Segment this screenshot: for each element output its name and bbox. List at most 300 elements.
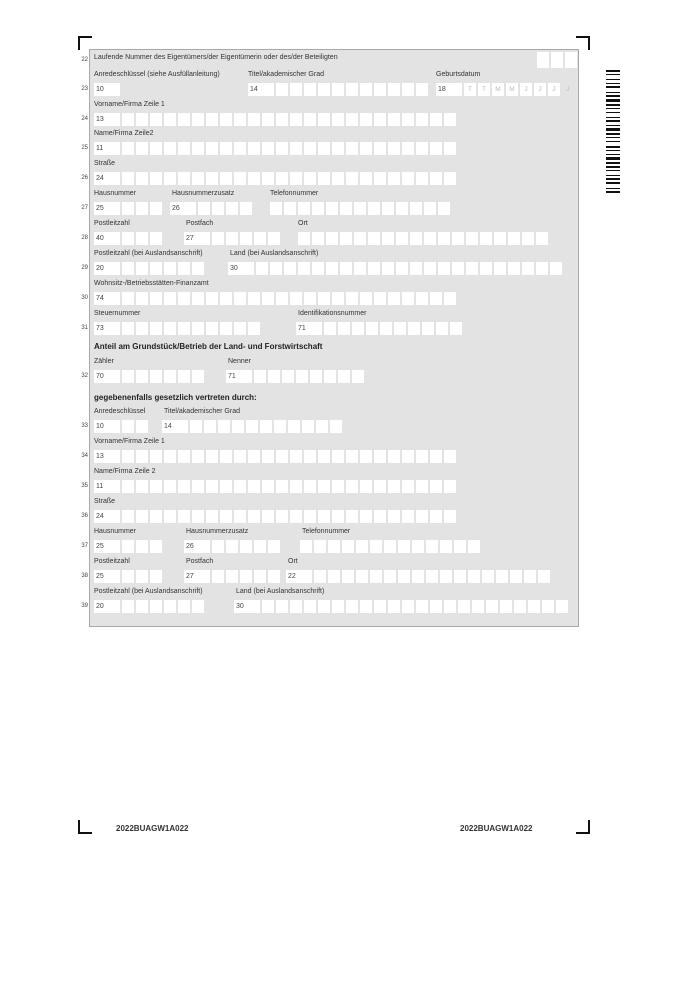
input-cell[interactable] xyxy=(466,232,478,245)
input-cell[interactable] xyxy=(402,480,414,493)
input-cell[interactable] xyxy=(276,83,288,96)
input-cell[interactable] xyxy=(296,370,308,383)
input-cell[interactable] xyxy=(178,322,190,335)
input-cell[interactable] xyxy=(398,570,410,583)
input-cell[interactable] xyxy=(396,202,408,215)
input-cell[interactable] xyxy=(212,540,224,553)
input-cell[interactable] xyxy=(304,480,316,493)
input-cell[interactable] xyxy=(136,540,148,553)
input-cell[interactable] xyxy=(346,450,358,463)
input-cell[interactable] xyxy=(346,113,358,126)
input-cell[interactable] xyxy=(410,232,422,245)
input-cell[interactable] xyxy=(150,370,162,383)
input-cell[interactable] xyxy=(304,510,316,523)
input-cell[interactable] xyxy=(270,202,282,215)
input-cell[interactable] xyxy=(290,142,302,155)
input-cell[interactable] xyxy=(178,510,190,523)
input-cell[interactable] xyxy=(410,202,422,215)
input-cell[interactable] xyxy=(192,172,204,185)
input-cell[interactable] xyxy=(332,510,344,523)
input-cell[interactable] xyxy=(178,480,190,493)
input-cell[interactable] xyxy=(192,480,204,493)
input-cell[interactable] xyxy=(366,322,378,335)
input-cell[interactable] xyxy=(248,480,260,493)
input-cell[interactable] xyxy=(332,113,344,126)
input-cell[interactable] xyxy=(298,202,310,215)
input-cell[interactable] xyxy=(240,570,252,583)
input-cell[interactable] xyxy=(374,113,386,126)
input-cell[interactable] xyxy=(262,510,274,523)
input-cell[interactable] xyxy=(164,600,176,613)
input-cell[interactable] xyxy=(430,292,442,305)
input-cell[interactable] xyxy=(324,370,336,383)
input-cell[interactable] xyxy=(416,600,428,613)
input-cell[interactable] xyxy=(274,420,286,433)
input-cell[interactable] xyxy=(254,540,266,553)
input-cell[interactable] xyxy=(536,232,548,245)
input-cell[interactable] xyxy=(416,83,428,96)
input-cell[interactable] xyxy=(370,540,382,553)
input-cell[interactable] xyxy=(136,322,148,335)
input-cell[interactable] xyxy=(232,420,244,433)
input-cell[interactable] xyxy=(122,370,134,383)
input-cell[interactable] xyxy=(522,262,534,275)
input-cell[interactable] xyxy=(276,480,288,493)
input-cell[interactable] xyxy=(268,370,280,383)
input-cell[interactable] xyxy=(496,570,508,583)
input-cell[interactable] xyxy=(178,113,190,126)
input-cell[interactable] xyxy=(150,262,162,275)
input-cell[interactable] xyxy=(346,142,358,155)
input-cell[interactable] xyxy=(192,450,204,463)
input-cell[interactable] xyxy=(178,292,190,305)
input-cell[interactable] xyxy=(304,142,316,155)
input-cell[interactable] xyxy=(430,600,442,613)
input-cell[interactable] xyxy=(178,262,190,275)
input-cell[interactable] xyxy=(248,510,260,523)
input-cell[interactable] xyxy=(164,510,176,523)
input-cell[interactable] xyxy=(328,540,340,553)
input-cell[interactable] xyxy=(332,450,344,463)
input-cell[interactable] xyxy=(150,510,162,523)
input-cell[interactable] xyxy=(360,292,372,305)
input-cell[interactable] xyxy=(192,113,204,126)
input-cell[interactable] xyxy=(248,450,260,463)
input-cell[interactable] xyxy=(268,570,280,583)
input-cell[interactable] xyxy=(402,113,414,126)
input-cell[interactable] xyxy=(468,540,480,553)
input-cell[interactable] xyxy=(136,420,148,433)
input-cell[interactable] xyxy=(290,172,302,185)
input-cell[interactable] xyxy=(218,420,230,433)
input-cell[interactable] xyxy=(276,510,288,523)
input-cell[interactable] xyxy=(388,172,400,185)
input-cell[interactable] xyxy=(282,370,294,383)
input-cell[interactable] xyxy=(318,292,330,305)
input-cell[interactable] xyxy=(198,202,210,215)
input-cell[interactable] xyxy=(248,292,260,305)
input-cell[interactable] xyxy=(284,262,296,275)
input-cell[interactable] xyxy=(374,142,386,155)
input-cell[interactable] xyxy=(454,540,466,553)
input-cell[interactable] xyxy=(234,172,246,185)
input-cell[interactable] xyxy=(388,113,400,126)
input-cell[interactable] xyxy=(430,510,442,523)
input-cell[interactable] xyxy=(396,232,408,245)
input-cell[interactable] xyxy=(314,570,326,583)
input-cell[interactable] xyxy=(206,142,218,155)
input-cell[interactable] xyxy=(136,370,148,383)
input-cell[interactable] xyxy=(220,510,232,523)
input-cell[interactable] xyxy=(444,292,456,305)
sequence-number-box[interactable] xyxy=(537,52,549,68)
input-cell[interactable] xyxy=(326,262,338,275)
input-cell[interactable] xyxy=(164,172,176,185)
input-cell[interactable] xyxy=(360,113,372,126)
input-cell[interactable] xyxy=(178,370,190,383)
input-cell[interactable] xyxy=(262,450,274,463)
input-cell[interactable] xyxy=(290,113,302,126)
input-cell[interactable] xyxy=(178,172,190,185)
input-cell[interactable] xyxy=(248,172,260,185)
input-cell[interactable] xyxy=(178,450,190,463)
input-cell[interactable] xyxy=(402,600,414,613)
input-cell[interactable] xyxy=(150,142,162,155)
input-cell[interactable] xyxy=(410,262,422,275)
input-cell[interactable] xyxy=(360,450,372,463)
input-cell[interactable] xyxy=(318,510,330,523)
input-cell[interactable] xyxy=(356,540,368,553)
input-cell[interactable] xyxy=(388,510,400,523)
input-cell[interactable] xyxy=(416,450,428,463)
input-cell[interactable] xyxy=(458,600,470,613)
input-cell[interactable] xyxy=(426,570,438,583)
input-cell[interactable] xyxy=(150,600,162,613)
input-cell[interactable] xyxy=(122,172,134,185)
input-cell[interactable] xyxy=(226,570,238,583)
input-cell[interactable] xyxy=(192,322,204,335)
input-cell[interactable] xyxy=(262,600,274,613)
input-cell[interactable] xyxy=(424,202,436,215)
input-cell[interactable] xyxy=(276,450,288,463)
input-cell[interactable] xyxy=(122,322,134,335)
input-cell[interactable] xyxy=(340,262,352,275)
input-cell[interactable] xyxy=(220,172,232,185)
input-cell[interactable] xyxy=(556,600,568,613)
input-cell[interactable] xyxy=(150,232,162,245)
input-cell[interactable] xyxy=(262,172,274,185)
input-cell[interactable] xyxy=(450,322,462,335)
input-cell[interactable] xyxy=(352,370,364,383)
input-cell[interactable] xyxy=(304,172,316,185)
input-cell[interactable] xyxy=(360,83,372,96)
input-cell[interactable] xyxy=(122,600,134,613)
input-cell[interactable] xyxy=(136,600,148,613)
input-cell[interactable] xyxy=(318,83,330,96)
input-cell[interactable] xyxy=(234,113,246,126)
input-cell[interactable] xyxy=(368,202,380,215)
input-cell[interactable] xyxy=(468,570,480,583)
input-cell[interactable] xyxy=(500,600,512,613)
input-cell[interactable] xyxy=(310,370,322,383)
input-cell[interactable] xyxy=(122,292,134,305)
input-cell[interactable] xyxy=(412,570,424,583)
input-cell[interactable] xyxy=(248,142,260,155)
input-cell[interactable] xyxy=(136,202,148,215)
input-cell[interactable] xyxy=(346,292,358,305)
input-cell[interactable] xyxy=(206,322,218,335)
input-cell[interactable] xyxy=(374,510,386,523)
input-cell[interactable] xyxy=(304,113,316,126)
input-cell[interactable] xyxy=(298,232,310,245)
input-cell[interactable] xyxy=(122,480,134,493)
input-cell[interactable] xyxy=(122,262,134,275)
input-cell[interactable] xyxy=(234,510,246,523)
input-cell[interactable] xyxy=(254,232,266,245)
input-cell[interactable] xyxy=(326,232,338,245)
input-cell[interactable] xyxy=(480,262,492,275)
input-cell[interactable] xyxy=(260,420,272,433)
input-cell[interactable] xyxy=(444,510,456,523)
input-cell[interactable] xyxy=(430,113,442,126)
input-cell[interactable] xyxy=(346,172,358,185)
input-cell[interactable] xyxy=(514,600,526,613)
input-cell[interactable] xyxy=(440,540,452,553)
input-cell[interactable] xyxy=(374,172,386,185)
input-cell[interactable] xyxy=(302,420,314,433)
input-cell[interactable] xyxy=(436,322,448,335)
input-cell[interactable] xyxy=(234,142,246,155)
input-cell[interactable] xyxy=(136,570,148,583)
input-cell[interactable] xyxy=(416,172,428,185)
input-cell[interactable] xyxy=(206,510,218,523)
input-cell[interactable] xyxy=(382,232,394,245)
input-cell[interactable] xyxy=(276,600,288,613)
input-cell[interactable] xyxy=(452,262,464,275)
input-cell[interactable] xyxy=(192,262,204,275)
input-cell[interactable] xyxy=(402,450,414,463)
input-cell[interactable] xyxy=(528,600,540,613)
input-cell[interactable] xyxy=(356,570,368,583)
input-cell[interactable] xyxy=(178,600,190,613)
input-cell[interactable] xyxy=(304,600,316,613)
input-cell[interactable] xyxy=(122,232,134,245)
input-cell[interactable] xyxy=(416,480,428,493)
input-cell[interactable] xyxy=(402,142,414,155)
input-cell[interactable] xyxy=(290,510,302,523)
input-cell[interactable] xyxy=(508,262,520,275)
input-cell[interactable] xyxy=(256,262,268,275)
input-cell[interactable] xyxy=(388,600,400,613)
input-cell[interactable] xyxy=(290,480,302,493)
input-cell[interactable] xyxy=(332,480,344,493)
input-cell[interactable] xyxy=(122,202,134,215)
input-cell[interactable] xyxy=(220,142,232,155)
input-cell[interactable] xyxy=(388,83,400,96)
input-cell[interactable] xyxy=(354,232,366,245)
input-cell[interactable] xyxy=(318,142,330,155)
input-cell[interactable] xyxy=(382,262,394,275)
input-cell[interactable] xyxy=(328,570,340,583)
input-cell[interactable] xyxy=(234,480,246,493)
input-cell[interactable] xyxy=(190,420,202,433)
input-cell[interactable] xyxy=(330,420,342,433)
input-cell[interactable] xyxy=(206,292,218,305)
input-cell[interactable] xyxy=(248,322,260,335)
input-cell[interactable] xyxy=(550,262,562,275)
input-cell[interactable] xyxy=(466,262,478,275)
input-cell[interactable] xyxy=(388,142,400,155)
input-cell[interactable] xyxy=(316,420,328,433)
input-cell[interactable] xyxy=(136,113,148,126)
input-cell[interactable] xyxy=(430,450,442,463)
input-cell[interactable] xyxy=(494,262,506,275)
input-cell[interactable] xyxy=(150,450,162,463)
input-cell[interactable] xyxy=(374,292,386,305)
input-cell[interactable] xyxy=(164,292,176,305)
input-cell[interactable] xyxy=(486,600,498,613)
input-cell[interactable] xyxy=(290,292,302,305)
input-cell[interactable] xyxy=(206,450,218,463)
input-cell[interactable] xyxy=(360,600,372,613)
input-cell[interactable] xyxy=(150,570,162,583)
input-cell[interactable] xyxy=(262,292,274,305)
input-cell[interactable] xyxy=(240,202,252,215)
input-cell[interactable] xyxy=(444,142,456,155)
input-cell[interactable] xyxy=(248,113,260,126)
input-cell[interactable] xyxy=(444,113,456,126)
input-cell[interactable] xyxy=(332,600,344,613)
input-cell[interactable] xyxy=(380,322,392,335)
input-cell[interactable] xyxy=(412,540,424,553)
input-cell[interactable] xyxy=(374,83,386,96)
input-cell[interactable] xyxy=(262,142,274,155)
input-cell[interactable] xyxy=(122,570,134,583)
input-cell[interactable] xyxy=(416,113,428,126)
input-cell[interactable] xyxy=(240,540,252,553)
input-cell[interactable] xyxy=(360,172,372,185)
input-cell[interactable] xyxy=(150,172,162,185)
input-cell[interactable] xyxy=(122,420,134,433)
input-cell[interactable] xyxy=(482,570,494,583)
input-cell[interactable] xyxy=(538,570,550,583)
input-cell[interactable] xyxy=(164,450,176,463)
input-cell[interactable] xyxy=(318,600,330,613)
input-cell[interactable] xyxy=(246,420,258,433)
input-cell[interactable] xyxy=(444,172,456,185)
input-cell[interactable] xyxy=(240,232,252,245)
input-cell[interactable] xyxy=(150,113,162,126)
input-cell[interactable] xyxy=(416,292,428,305)
input-cell[interactable] xyxy=(338,370,350,383)
input-cell[interactable] xyxy=(150,540,162,553)
input-cell[interactable] xyxy=(150,292,162,305)
input-cell[interactable] xyxy=(346,480,358,493)
input-cell[interactable] xyxy=(522,232,534,245)
input-cell[interactable] xyxy=(332,292,344,305)
input-cell[interactable] xyxy=(452,232,464,245)
input-cell[interactable] xyxy=(416,510,428,523)
input-cell[interactable] xyxy=(444,450,456,463)
input-cell[interactable] xyxy=(508,232,520,245)
input-cell[interactable] xyxy=(430,172,442,185)
input-cell[interactable] xyxy=(354,262,366,275)
input-cell[interactable] xyxy=(426,540,438,553)
input-cell[interactable] xyxy=(276,292,288,305)
input-cell[interactable] xyxy=(288,420,300,433)
input-cell[interactable] xyxy=(402,83,414,96)
input-cell[interactable] xyxy=(360,510,372,523)
input-cell[interactable] xyxy=(122,142,134,155)
input-cell[interactable] xyxy=(192,370,204,383)
input-cell[interactable] xyxy=(298,262,310,275)
input-cell[interactable] xyxy=(122,540,134,553)
input-cell[interactable] xyxy=(318,450,330,463)
input-cell[interactable] xyxy=(290,83,302,96)
input-cell[interactable] xyxy=(438,202,450,215)
input-cell[interactable] xyxy=(254,370,266,383)
input-cell[interactable] xyxy=(178,142,190,155)
input-cell[interactable] xyxy=(136,262,148,275)
input-cell[interactable] xyxy=(226,232,238,245)
input-cell[interactable] xyxy=(402,292,414,305)
input-cell[interactable] xyxy=(150,202,162,215)
input-cell[interactable] xyxy=(150,322,162,335)
input-cell[interactable] xyxy=(206,480,218,493)
input-cell[interactable] xyxy=(360,480,372,493)
input-cell[interactable] xyxy=(234,292,246,305)
input-cell[interactable] xyxy=(374,450,386,463)
input-cell[interactable] xyxy=(408,322,420,335)
input-cell[interactable] xyxy=(396,262,408,275)
input-cell[interactable] xyxy=(314,540,326,553)
input-cell[interactable] xyxy=(220,113,232,126)
input-cell[interactable] xyxy=(346,600,358,613)
input-cell[interactable] xyxy=(136,232,148,245)
input-cell[interactable] xyxy=(402,172,414,185)
sequence-number-box[interactable] xyxy=(565,52,577,68)
input-cell[interactable] xyxy=(164,142,176,155)
input-cell[interactable] xyxy=(388,292,400,305)
input-cell[interactable] xyxy=(206,113,218,126)
input-cell[interactable] xyxy=(150,480,162,493)
input-cell[interactable] xyxy=(324,322,336,335)
input-cell[interactable] xyxy=(354,202,366,215)
input-cell[interactable] xyxy=(234,450,246,463)
input-cell[interactable] xyxy=(220,450,232,463)
input-cell[interactable] xyxy=(342,540,354,553)
input-cell[interactable] xyxy=(346,83,358,96)
input-cell[interactable] xyxy=(212,232,224,245)
input-cell[interactable] xyxy=(346,510,358,523)
input-cell[interactable] xyxy=(382,202,394,215)
input-cell[interactable] xyxy=(220,292,232,305)
input-cell[interactable] xyxy=(332,142,344,155)
input-cell[interactable] xyxy=(136,292,148,305)
input-cell[interactable] xyxy=(360,142,372,155)
input-cell[interactable] xyxy=(212,570,224,583)
input-cell[interactable] xyxy=(284,202,296,215)
input-cell[interactable] xyxy=(276,172,288,185)
input-cell[interactable] xyxy=(440,570,452,583)
input-cell[interactable] xyxy=(542,600,554,613)
input-cell[interactable] xyxy=(424,262,436,275)
input-cell[interactable] xyxy=(430,480,442,493)
input-cell[interactable] xyxy=(206,172,218,185)
input-cell[interactable] xyxy=(220,480,232,493)
input-cell[interactable] xyxy=(136,142,148,155)
sequence-number-box[interactable] xyxy=(551,52,563,68)
